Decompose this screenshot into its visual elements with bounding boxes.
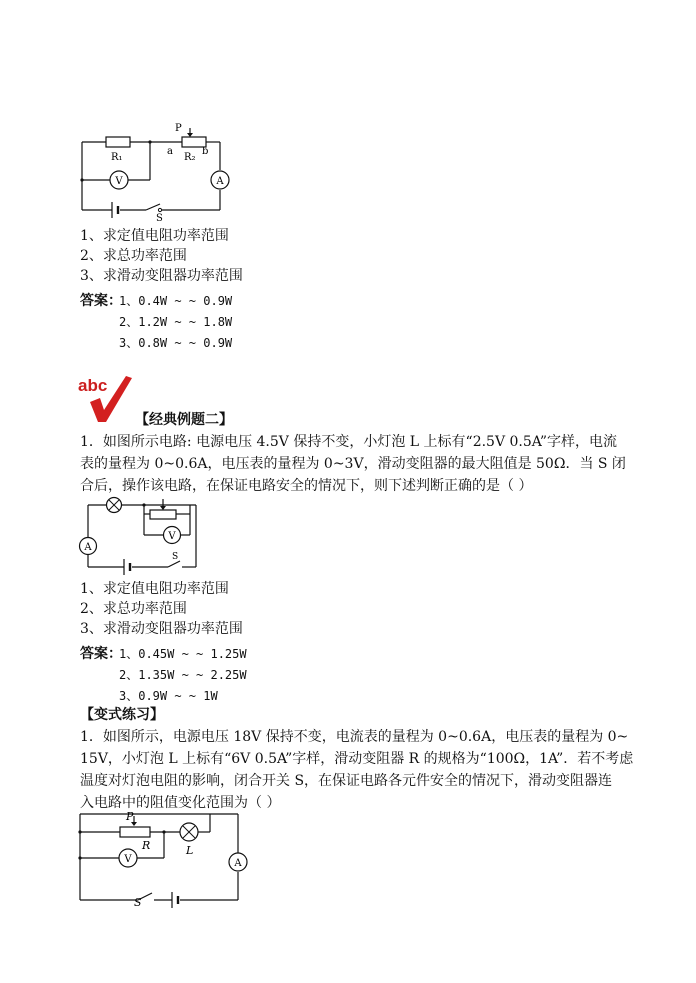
answer-item: 1、0.45W ~ ~ 1.25W xyxy=(119,647,247,661)
question-item: 2、求总功率范围 xyxy=(80,248,187,264)
svg-text:P: P xyxy=(175,123,182,134)
problem-text-variant xyxy=(80,726,633,814)
answer-item: 1、0.4W ~ ~ 0.9W xyxy=(119,294,233,308)
svg-text:L: L xyxy=(186,844,194,857)
section-heading-example2: 【经典例题二】 xyxy=(135,412,233,428)
question-list-2 xyxy=(80,579,243,639)
question-item: 3、求滑动变阻器功率范围 xyxy=(80,268,243,284)
svg-text:R: R xyxy=(142,839,151,852)
checkmark-icon xyxy=(76,372,136,424)
question-item: 2、求总功率范围 xyxy=(80,601,187,617)
problem-line: 1．如图所示电路: 电源电压 4.5V 保持不变，小灯泡 L 上标有“2.5V 0.5A”字样，电流 xyxy=(80,434,618,450)
answer-label: 答案： xyxy=(80,293,122,309)
problem-line: 温度对灯泡电阻的影响，闭合开关 S，在保证电路各元件安全的情况下，滑动变阻器连 xyxy=(80,773,613,789)
abc-check-logo xyxy=(76,372,136,424)
circuit-diagram-3 xyxy=(74,808,254,908)
answer-block-1 xyxy=(80,290,233,350)
answer-item: 3、0.8W ~ ~ 0.9W xyxy=(119,336,233,350)
svg-text:P: P xyxy=(126,810,134,823)
svg-text:S: S xyxy=(156,213,163,222)
answer-item: 2、1.2W ~ ~ 1.8W xyxy=(119,315,233,329)
svg-text:S: S xyxy=(134,896,142,908)
svg-text:S: S xyxy=(172,552,179,562)
svg-text:V: V xyxy=(115,176,123,187)
svg-text:A: A xyxy=(216,176,224,187)
circuit-diagram-1 xyxy=(78,122,238,222)
problem-line: 合后，操作该电路，在保证电路安全的情况下，则下述判断正确的是（ ） xyxy=(80,478,533,494)
svg-text:R₂: R₂ xyxy=(184,152,196,163)
question-list-1 xyxy=(80,226,243,286)
svg-text:A: A xyxy=(84,542,92,553)
answer-item: 2、1.35W ~ ~ 2.25W xyxy=(119,668,247,682)
svg-text:b: b xyxy=(202,146,209,157)
problem-line: 15V，小灯泡 L 上标有“6V 0.5A”字样，滑动变阻器 R 的规格为“100Ω，1A”．若不考虑 xyxy=(80,751,634,767)
question-item: 3、求滑动变阻器功率范围 xyxy=(80,621,243,637)
answer-label: 答案： xyxy=(80,646,122,662)
answer-item: 3、0.9W ~ ~ 1W xyxy=(119,689,218,703)
problem-text-example2 xyxy=(80,431,626,497)
section-heading-variant: 【变式练习】 xyxy=(80,707,164,723)
circuit-diagram-2 xyxy=(78,495,204,577)
svg-text:A: A xyxy=(234,858,242,869)
logo-text: abc xyxy=(78,376,108,395)
svg-text:V: V xyxy=(168,531,176,542)
svg-text:R₁: R₁ xyxy=(111,152,123,163)
problem-line: 入电路中的阻值变化范围为（ ） xyxy=(80,795,281,811)
problem-line: 1．如图所示，电源电压 18V 保持不变，电流表的量程为 0~0.6A，电压表的量程为 0~ xyxy=(80,729,629,745)
answer-block-2 xyxy=(80,643,247,703)
question-item: 1、求定值电阻功率范围 xyxy=(80,228,229,244)
question-item: 1、求定值电阻功率范围 xyxy=(80,581,229,597)
resistor-r1 xyxy=(106,137,130,147)
svg-text:a: a xyxy=(167,146,173,157)
svg-text:V: V xyxy=(124,854,132,865)
problem-line: 表的量程为 0~0.6A，电压表的量程为 0~3V，滑动变阻器的最大阻值是 50Ω．当 S 闭 xyxy=(80,456,626,472)
